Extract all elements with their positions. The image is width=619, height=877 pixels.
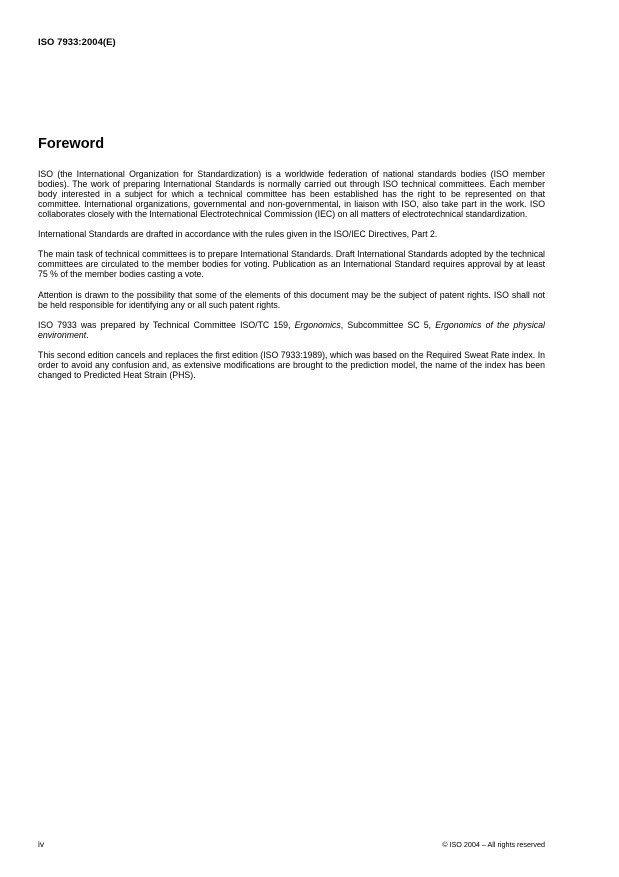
document-id-header: ISO 7933:2004(E) [38,36,116,47]
subcommittee-text: , Subcommittee SC 5, [340,319,436,330]
prepared-by-text: ISO 7933 was prepared by Technical Committee ISO/TC 159, [38,319,295,330]
paragraph-second-edition: This second edition cancels and replaces the first edition (ISO 7933:1989), which was based on the Required Sweat Rate index. In order to avoid any confusion and, as extensive modifications are brought to the prediction model, the name of the index has been changed to Predicted Heat Strain (PHS). [38,349,545,380]
section-title: Foreword [38,136,105,152]
copyright-notice: © ISO 2004 – All rights reserved [442,840,545,849]
committee-name: Ergonomics [294,319,341,330]
sentence-end: . [86,329,89,340]
paragraph-iso-intro: ISO (the International Organization for Standardization) is a worldwide federation of national standards bodies (ISO member bodies). The work of preparing International Standards is normally carried out through ISO technical committees. Each member body interested in a subject for which a technical committee has been established has the right to be represented on that committee. International organizations, governmental and non-governmental, in liaison with ISO, also take part in the work. ISO collaborates closely with the International Electrotechnical Commission (IEC) on all matters of electrotechnical standardization. [38,169,545,219]
paragraph-main-task: The main task of technical committees is to prepare International Standards. Draft International Standards adopted by the technical committees are circulated to the member bodies for voting. Publication as an International Standard requires approval by at least 75 % of the member bodies casting a vote. [38,249,545,280]
subcommittee-name: Ergonomics of the physical environment [38,319,545,340]
paragraph-directives: International Standards are drafted in accordance with the rules given in the ISO/IEC Directives, Part 2. [38,229,438,240]
paragraph-patent-rights: Attention is drawn to the possibility that some of the elements of this document may be the subject of patent rights. ISO shall not be held responsible for identifying any or all such patent rights. [38,289,545,310]
page-number: iv [38,839,45,849]
paragraph-prepared-by [38,320,545,340]
foreword-body [38,169,545,390]
